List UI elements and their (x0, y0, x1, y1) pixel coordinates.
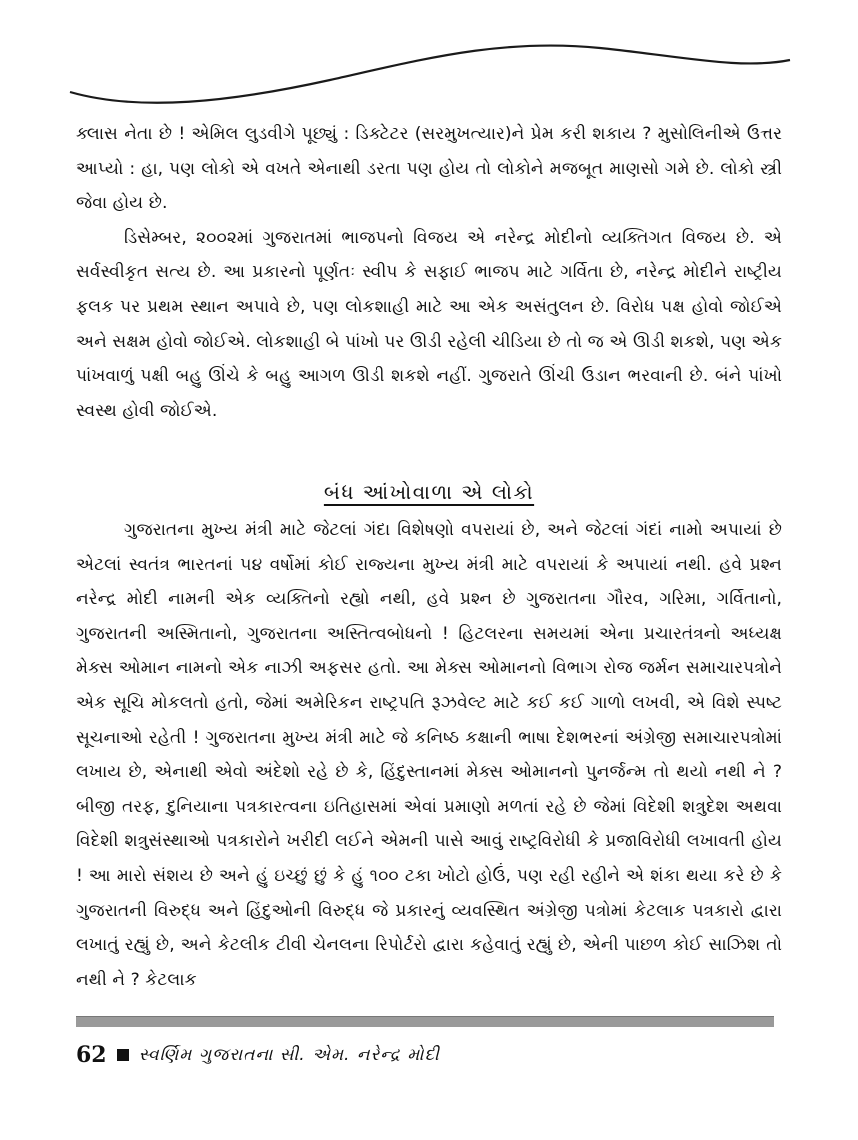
page-footer (76, 1040, 440, 1070)
book-title: સ્વર્ણિમ ગુજરાતના સી. એમ. નરેન્દ્ર મોદી (138, 1045, 440, 1065)
footer-rule (76, 1016, 774, 1027)
paragraph-section-body: ગુજરાતના મુખ્ય મંત્રી માટે જેટલાં ગંદા વિશેષણો વપરાયાં છે, અને જેટલાં ગંદાં નામો અપાયાં છે એટલાં સ્વતંત્ર ભારતનાં ૫૪ વર્ષોમાં કોઈ રાજ્યના મુખ્ય મંત્રી માટે વપરાયાં કે અપાયાં નથી. હવે પ્રશ્ન નરેન્દ્ર મોદી નામની એક વ્યક્તિનો રહ્યો નથી, હવે પ્રશ્ન છે ગુજરાતના ગૌરવ, ગરિમા, ગર્વિતાનો, ગુજરાતની અસ્મિતાનો, ગુજરાતના અસ્તિત્વબોધનો ! હિટલરના સમયમાં એના પ્રચારતંત્રનો અધ્યક્ષ મેક્સ ઓમાન નામનો એક નાઝી અફસર હતો. આ મેક્સ ઓમાનનો વિભાગ રોજ જર્મન સમાચારપત્રોને એક સૂચિ મોકલતો હતો, જેમાં અમેરિકન રાષ્ટ્રપતિ રૂઝવેલ્ટ માટે કઈ કઈ ગાળો લખવી, એ વિશે સ્પષ્ટ સૂચનાઓ રહેતી ! ગુજરાતના મુખ્ય મંત્રી માટે જે કનિષ્ઠ કક્ષાની ભાષા દેશભરનાં અંગ્રેજી સમાચારપત્રોમાં લખાય છે, એનાથી એવો અંદેશો રહે છે કે, હિંદુસ્તાનમાં મેક્સ ઓમાનનો પુનર્જન્મ તો થયો નથી ને ? બીજી તરફ, દુનિયાના પત્રકારત્વના ઇતિહાસમાં એવાં પ્રમાણો મળતાં રહે છે જેમાં વિદેશી શત્રુદેશ અથવા વિદેશી શત્રુસંસ્થાઓ પત્રકારોને ખરીદી લઈને એમની પાસે આવું રાષ્ટ્રવિરોધી કે પ્રજાવિરોધી લખાવતી હોય ! આ મારો સંશય છે અને હું ઇચ્છું છું કે હું ૧૦૦ ટકા ખોટો હોઉં, પણ રહી રહીને એ શંકા થયા કરે છે કે ગુજરાતની વિરુદ્ધ અને હિંદુઓની વિરુદ્ધ જે પ્રકારનું વ્યવસ્થિત અંગ્રેજી પત્રોમાં કેટલાક પત્રકારો દ્વારા લખાતું રહ્યું છે, અને કેટલીક ટીવી ચેનલના રિપોર્ટરો દ્વારા કહેવાતું રહ્યું છે, એની પાછળ કોઈ સાઝિશ તો નથી ને ? કેટલાક (76, 520, 782, 990)
paragraph-election-victory: ડિસેમ્બર, ૨૦૦૨માં ગુજરાતમાં ભાજપનો વિજય એ નરેન્દ્ર મોદીનો વ્યક્તિગત વિજય છે. એ સર્વસ્વીકૃત સત્ય છે. આ પ્રકારનો પૂર્ણતઃ સ્વીપ કે સફાઈ ભાજપ માટે ગર્વિતા છે, નરેન્દ્ર મોદીને રાષ્ટ્રીય ફલક પર પ્રથમ સ્થાન અપાવે છે, પણ લોકશાહી માટે આ એક અસંતુલન છે. વિરોધ પક્ષ હોવો જોઈએ અને સક્ષમ હોવો જોઈએ. લોકશાહી બે પાંખો પર ઊડી રહેલી ચીડિયા છે તો જ એ ઊડી શકશે, પણ એક પાંખવાળું પક્ષી બહુ ઊંચે કે બહુ આગળ ઊડી શકશે નહીં. ગુજરાતે ઊંચી ઉડાન ભરવાની છે. બંને પાંખો સ્વસ્થ હોવી જોઈએ. (76, 227, 782, 421)
section-heading (76, 476, 782, 508)
section-text-block (76, 513, 782, 997)
top-text-block (76, 117, 782, 428)
page-number: 62 (76, 1042, 107, 1068)
section-heading-text: બંધ આંખોવાળા એ લોકો (323, 480, 535, 504)
paragraph-continued: ક્લાસ નેતા છે ! એમિલ લુડવીગે પૂછ્યું : ડિક્ટેટર (સરમુખત્યાર)ને પ્રેમ કરી શકાય ? મુસોલિનીએ ઉત્તર આપ્યો : હા, પણ લોકો એ વખતે એનાથી ડરતા પણ હોય તો લોકોને મજબૂત માણસો ગમે છે. લોકો સ્ત્રી જેવા હોય છે. (76, 124, 782, 214)
footer-square-bullet (117, 1049, 129, 1061)
header-wave-decoration (0, 30, 858, 110)
